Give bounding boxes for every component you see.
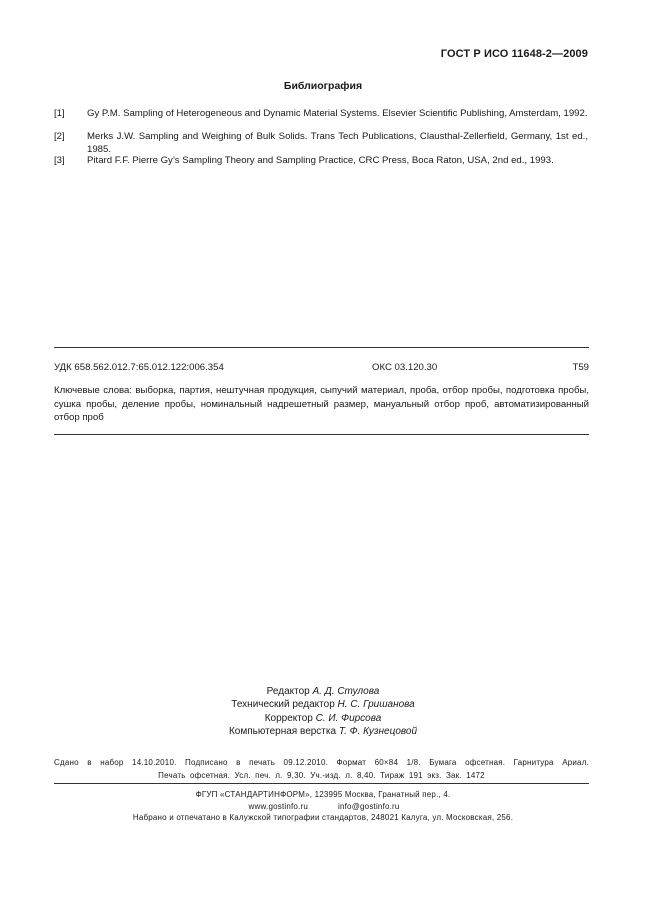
reference-text: Gy P.M. Sampling of Heterogeneous and Dynamic Material Systems. Elsevier Scientific Publishing, Amsterdam, 1992.	[87, 108, 588, 119]
printing-house: Набрано и отпечатано в Калужской типографии стандартов, 248021 Калуга, ул. Московская, 256.	[132, 813, 514, 822]
reference-text: Merks J.W. Sampling and Weighing of Bulk Solids. Trans Tech Publications, Clausthal-Zellerfield, Germany, 1st ed., 1985.	[87, 131, 588, 155]
layout-line	[0, 725, 646, 738]
credits-block	[0, 685, 646, 738]
divider-bottom	[54, 434, 589, 435]
print-info-line-2: Печать офсетная. Усл. печ. л. 9,30. Уч.-изд. л. 8,40. Тираж 191 экз. Зак. 1472	[158, 771, 485, 780]
oks-code: ОКС 03.120.30	[372, 362, 438, 373]
bibliography-title: Библиография	[283, 80, 363, 92]
publisher-contacts	[0, 801, 646, 813]
tech-editor-role: Технический редактор	[231, 699, 335, 711]
reference-number: [1]	[54, 108, 65, 119]
udk-code: УДК 658.562.012.7:65.012.122:006.354	[54, 362, 224, 373]
reference-item	[54, 155, 588, 168]
print-info	[54, 756, 589, 782]
print-info-line-1: Сдано в набор 14.10.2010. Подписано в печать 09.12.2010. Формат 60×84 1/8. Бумага офсетная. Гарнитура Ариал.	[54, 758, 589, 767]
category-code: Т59	[572, 362, 589, 373]
corrector-line	[0, 712, 646, 725]
keywords: Ключевые слова: выборка, партия, нештучная продукция, сыпучий материал, проба, отбор пробы, подготовка пробы, сушка пробы, деление пробы, номинальный надрешетный размер, мануальный отбор проб, автоматизированный отбор проб	[54, 385, 589, 423]
publisher-email: info@gostinfo.ru	[338, 801, 400, 811]
divider-top	[54, 347, 589, 348]
reference-text: Pitard F.F. Pierre Gy’s Sampling Theory and Sampling Practice, CRC Press, Boca Raton, USA, 2nd ed., 1993.	[87, 155, 554, 166]
reference-item	[54, 131, 588, 156]
editor-line	[0, 685, 646, 698]
reference-number: [2]	[54, 131, 65, 142]
layout-role: Компьютерная верстка	[228, 725, 337, 737]
publisher-website: www.gostinfo.ru	[248, 801, 308, 811]
tech-editor-line	[0, 698, 646, 711]
publisher-block	[0, 789, 646, 824]
tech-editor-name: Н. С. Гришанова	[337, 699, 415, 711]
editor-name: А. Д. Стулова	[312, 686, 380, 697]
publisher-address: ФГУП «СТАНДАРТИНФОРМ», 123995 Москва, Гранатный пер., 4.	[195, 790, 451, 799]
divider-print	[54, 783, 589, 784]
layout-name: Т. Ф. Кузнецовой	[338, 725, 418, 737]
reference-item	[54, 108, 588, 121]
editor-role: Редактор	[266, 686, 310, 697]
reference-number: [3]	[54, 155, 65, 166]
corrector-name: С. И. Фирсова	[315, 712, 382, 724]
standard-number: ГОСТ Р ИСО 11648-2—2009	[440, 48, 588, 60]
corrector-role: Корректор	[264, 712, 313, 724]
